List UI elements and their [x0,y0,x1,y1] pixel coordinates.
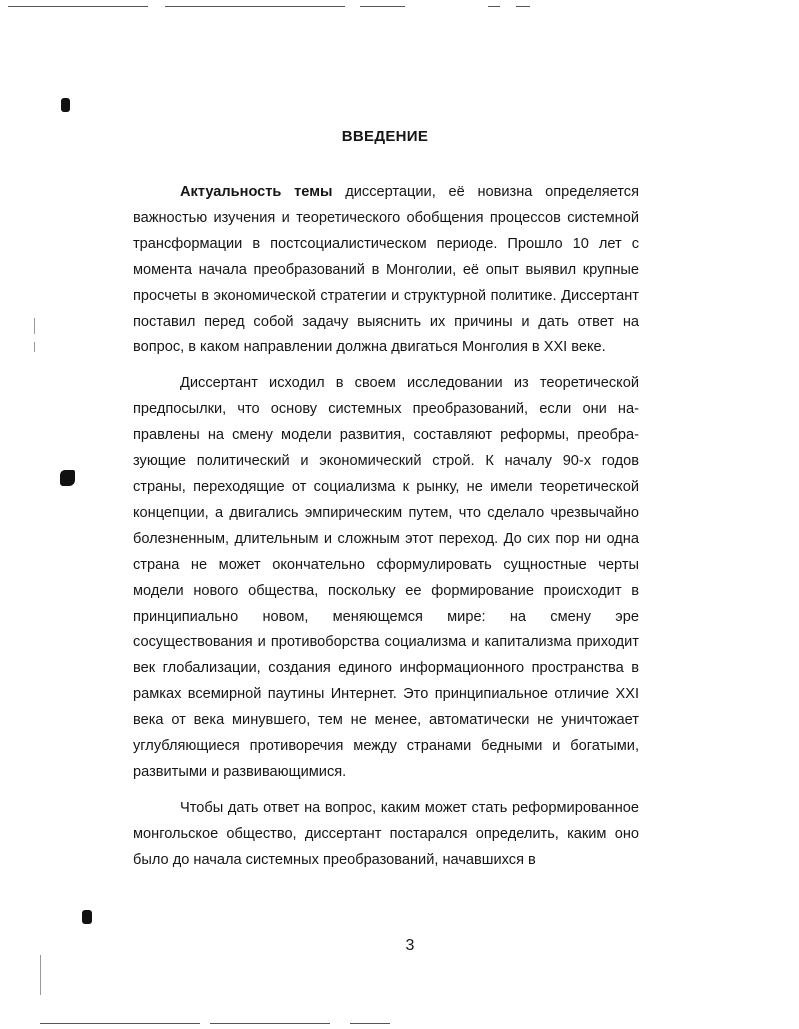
paragraph-relevance [133,180,639,361]
paragraph-text: Диссертант исходил в своем исследовании из теоретической предпосылки, что основу системных преобразований, если они направлены на смену модели развития, составляют реформы, преобразующие политический и экономический строй. К началу 90-х годов страны, переходящие от социализма к рынку, не имели теоретической концепции, а двигались эмпирическим путем, что сделало чрезвычайно болезненным, длительным и сложным этот переход. До сих пор ни одна страна не может окончательно сформулировать сущностные черты модели нового общества, поскольку ее формирование происходит в принципиально новом, меняющемся мире: на смену эре сосуществования и противоборства социализма и капитализма приходит век глобализации, создания единого информационного пространства в рамках всемирной паутины Интернет. Это принципиальное отличие XXI века от века минувшего, тем не менее, автоматически не уничтожает углубляющиеся противоречия между странами бедными и богатыми, развитыми и развивающимися. [133,375,639,780]
scan-edge-line [360,6,405,7]
paragraph-premise [133,371,639,786]
scan-margin-mark [34,318,35,334]
scan-edge-line [488,6,500,7]
scan-edge-line [210,1023,330,1024]
scan-edge-line [516,6,530,7]
scan-edge-line [165,6,345,7]
document-body [133,180,639,884]
page-number: 3 [405,937,415,954]
paragraph-text: диссертации, её новизна определяется важностью изучения и теоретического обобщения процессов системной трансформации в постсоциалистическом периоде. Прошло 10 лет с момента начала преобразований в Монголии, её опыт выявил крупные просчеты в экономической стратегии и структурной политике. Диссертант поставил перед собой задачу выяснить их причины и дать ответ на вопрос, в каком направлении должна двигаться Монголия в XXI веке. [133,184,639,356]
scan-edge-line [350,1023,390,1024]
scan-margin-mark [40,955,41,995]
punch-hole-mark [82,910,92,924]
paragraph-question [133,796,639,874]
scan-margin-mark [34,342,35,352]
scan-edge-line [8,6,148,7]
paragraph-text: Чтобы дать ответ на вопрос, каким может стать реформированное монгольское общество, диссертант постарался определить, каким оно было до начала системных преобразований, начавшихся в [133,799,639,868]
punch-hole-mark [61,98,70,112]
scan-edge-line [40,1023,200,1024]
punch-hole-mark [60,470,75,486]
page-title: ВВЕДЕНИЕ [341,128,429,145]
lead-term: Актуальность темы [180,184,333,200]
